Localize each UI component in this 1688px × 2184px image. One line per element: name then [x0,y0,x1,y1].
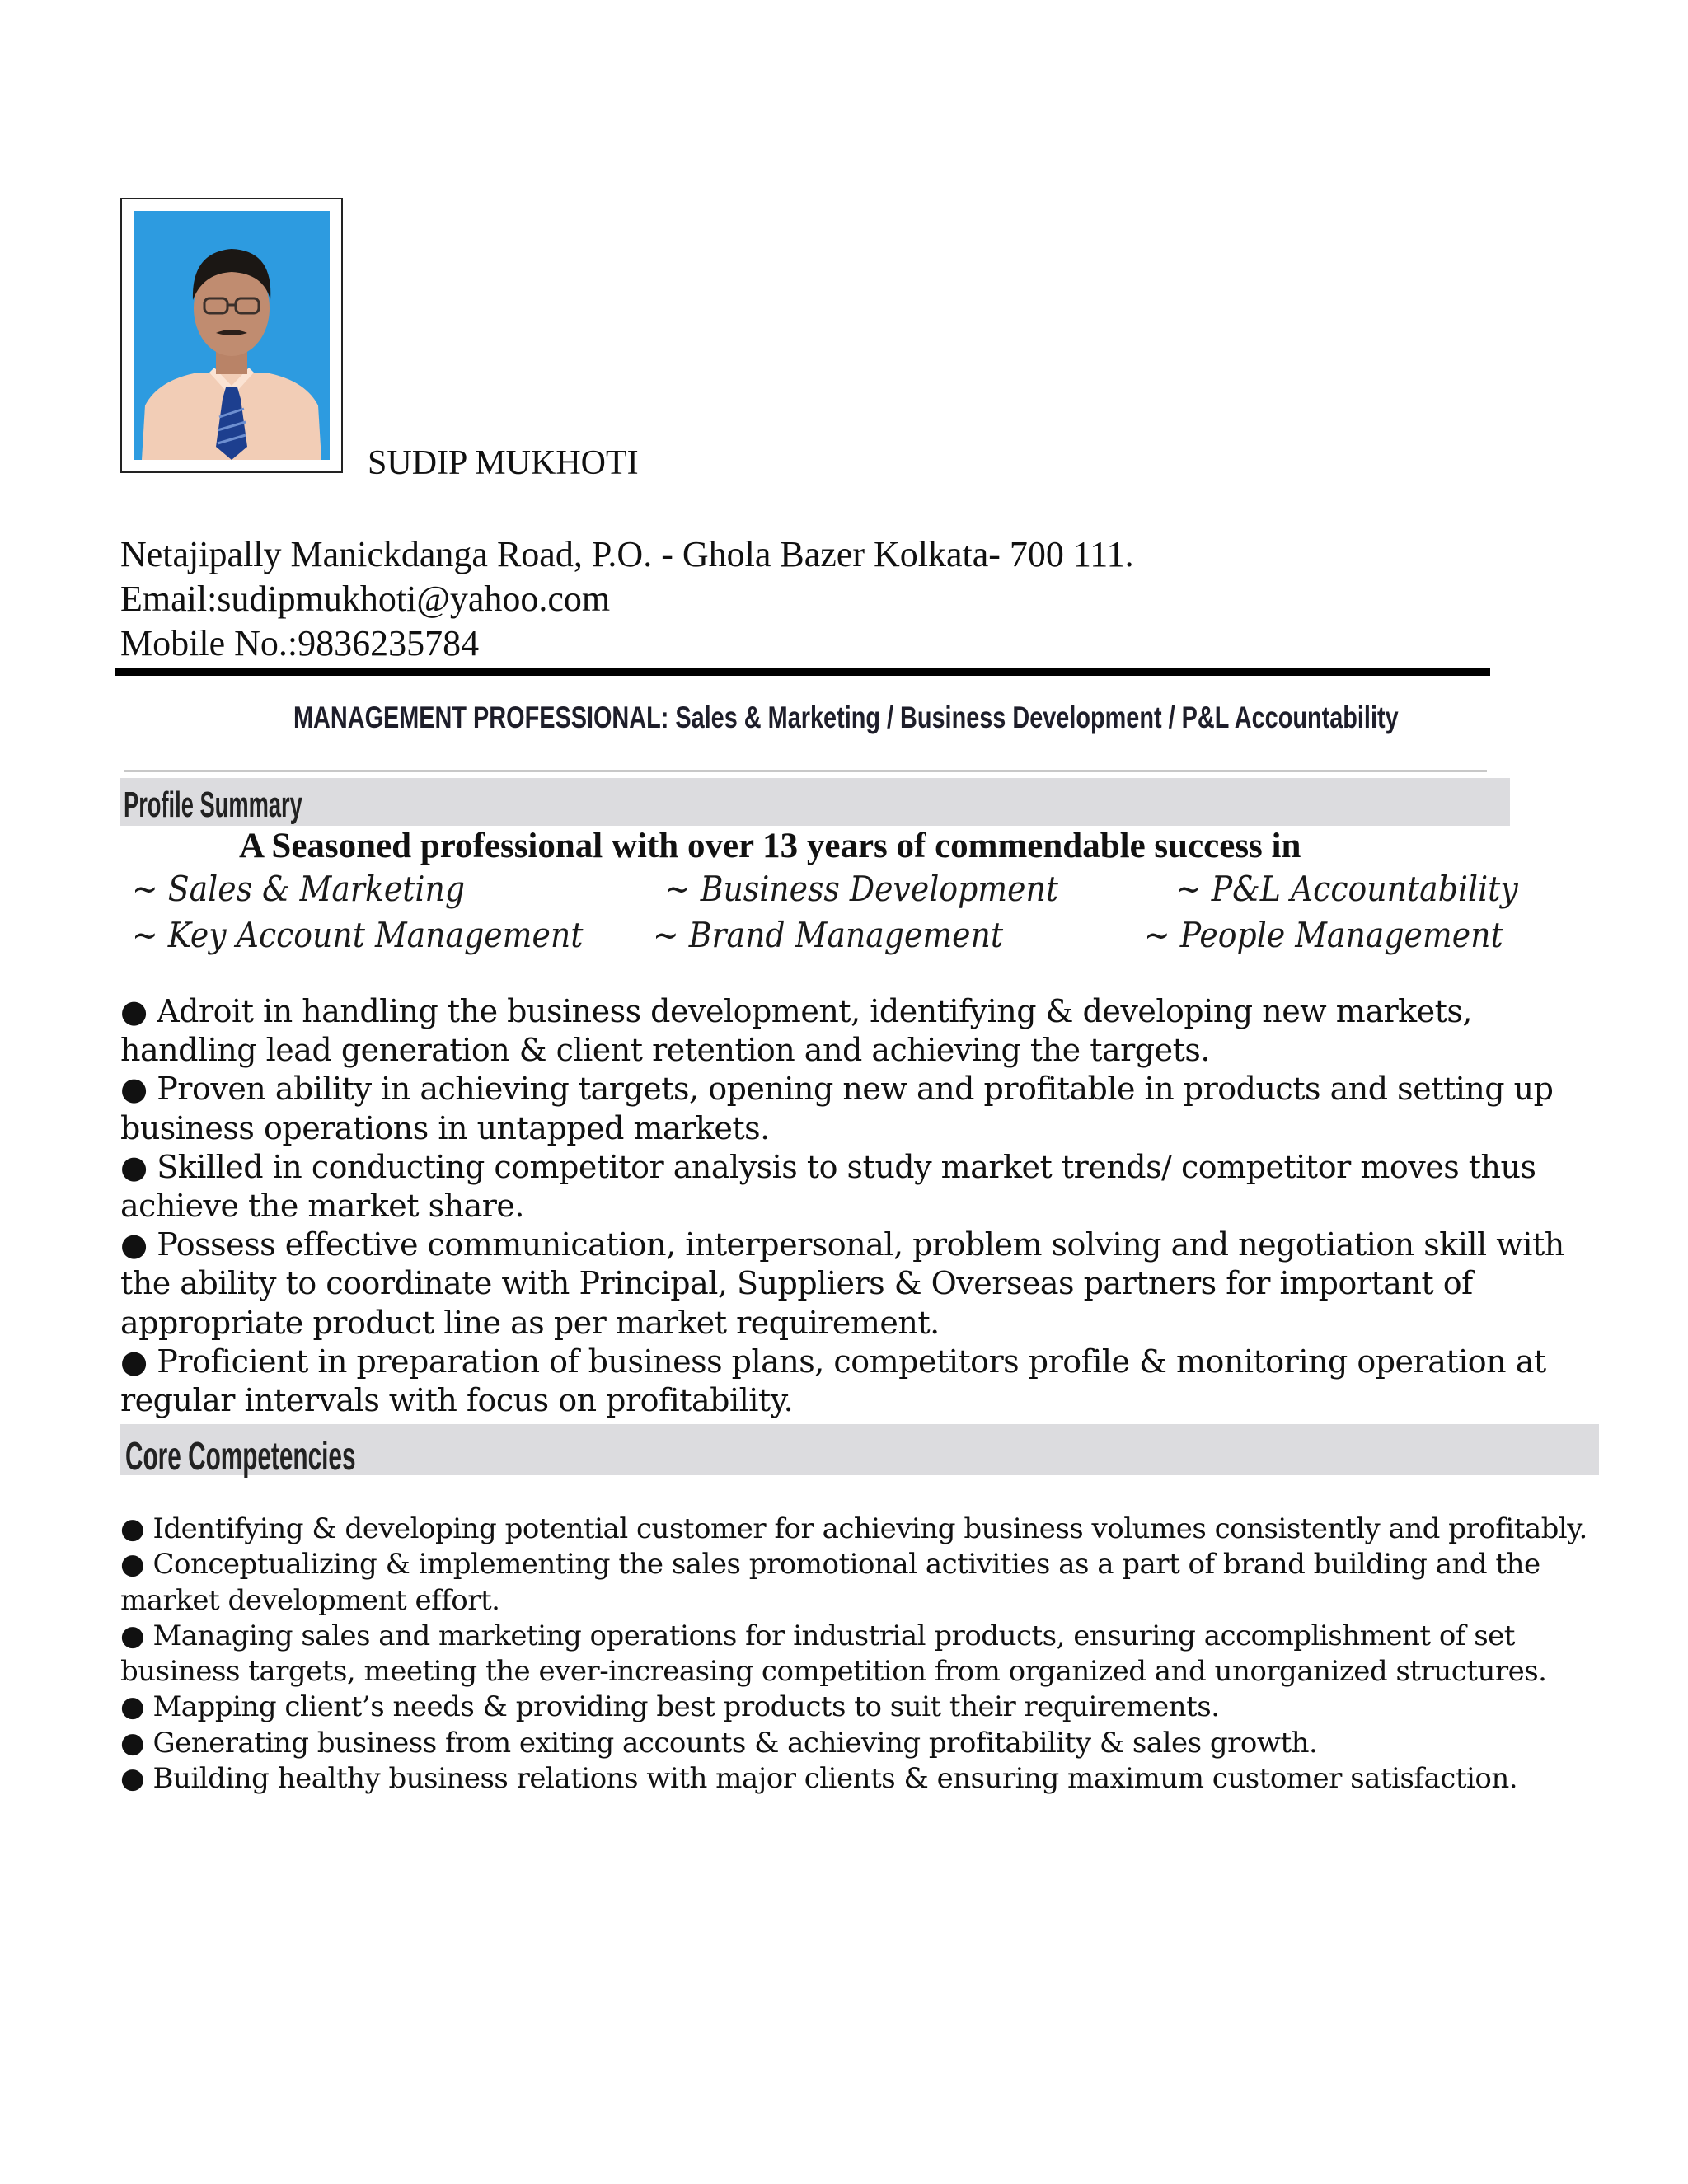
skill-item: ~ Brand Management [653,915,1004,955]
profile-summary-heading: Profile Summary [124,785,302,825]
skill-item: ~ People Management [1144,915,1503,955]
email-line: Email:sudipmukhoti@yahoo.com [120,579,611,619]
core-bullet: ● Mapping client’s needs & providing best products to suit their requirements. [120,1690,1220,1724]
profile-photo [120,198,343,473]
profile-bullet: ● Proficient in preparation of business plans, competitors profile & monitoring operation at regular intervals with focus on profitability. [120,1343,1546,1419]
address-line: Netajipally Manickdanga Road, P.O. - Ghola Bazer Kolkata- 700 111. [120,534,1134,574]
core-bullet: ● Identifying & developing potential customer for achieving business volumes consistently and profitably. [120,1512,1587,1545]
core-bullet: ● Conceptualizing & implementing the sales promotional activities as a part of brand building and the market development effort. [120,1548,1540,1617]
profile-lead: A Seasoned professional with over 13 years of commendable success in [239,827,1301,865]
core-bullet: ● Building healthy business relations with major clients & ensuring maximum customer satisfaction. [120,1762,1518,1796]
candidate-name: SUDIP MUKHOTI [368,444,639,482]
skill-item: ~ P&L Accountability [1175,869,1518,909]
header-divider [115,668,1490,676]
skill-item: ~ Sales & Marketing [132,869,466,909]
person-illustration [134,211,330,460]
skill-item: ~ Key Account Management [132,915,584,955]
profile-bullet: ● Skilled in conducting competitor analysis to study market trends/ competitor moves thus achieve the market share. [120,1148,1536,1225]
profile-bullet: ● Adroit in handling the business development, identifying & developing new markets, handling lead generation & client retention and achieving the targets. [120,993,1473,1069]
mobile-line: Mobile No.:9836235784 [120,623,480,663]
professional-headline: MANAGEMENT PROFESSIONAL: Sales & Marketing / Business Development / P&L Accountability [293,701,1399,734]
core-bullet-list [120,1511,1604,1797]
profile-summary-bar [120,778,1510,826]
profile-bullet: ● Possess effective communication, interpersonal, problem solving and negotiation skill with the ability to coordinate with Principal, Suppliers & Overseas partners for important of appropriate product line as per market requirement. [120,1226,1564,1341]
skill-item: ~ Business Development [664,869,1059,909]
profile-bullet: ● Proven ability in achieving targets, opening new and profitable in products and setting up business operations in untapped markets. [120,1071,1554,1146]
core-competencies-heading: Core Competencies [125,1435,356,1479]
core-bullet: ● Managing sales and marketing operations for industrial products, ensuring accomplishment of set business targets, meeting the ever-increasing competition from organized and unorganized structures. [120,1619,1547,1689]
core-bullet: ● Generating business from exiting accounts & achieving profitability & sales growth. [120,1726,1318,1760]
profile-bullet-list [120,992,1604,1420]
headline-divider [124,770,1487,772]
photo-background [134,211,330,460]
